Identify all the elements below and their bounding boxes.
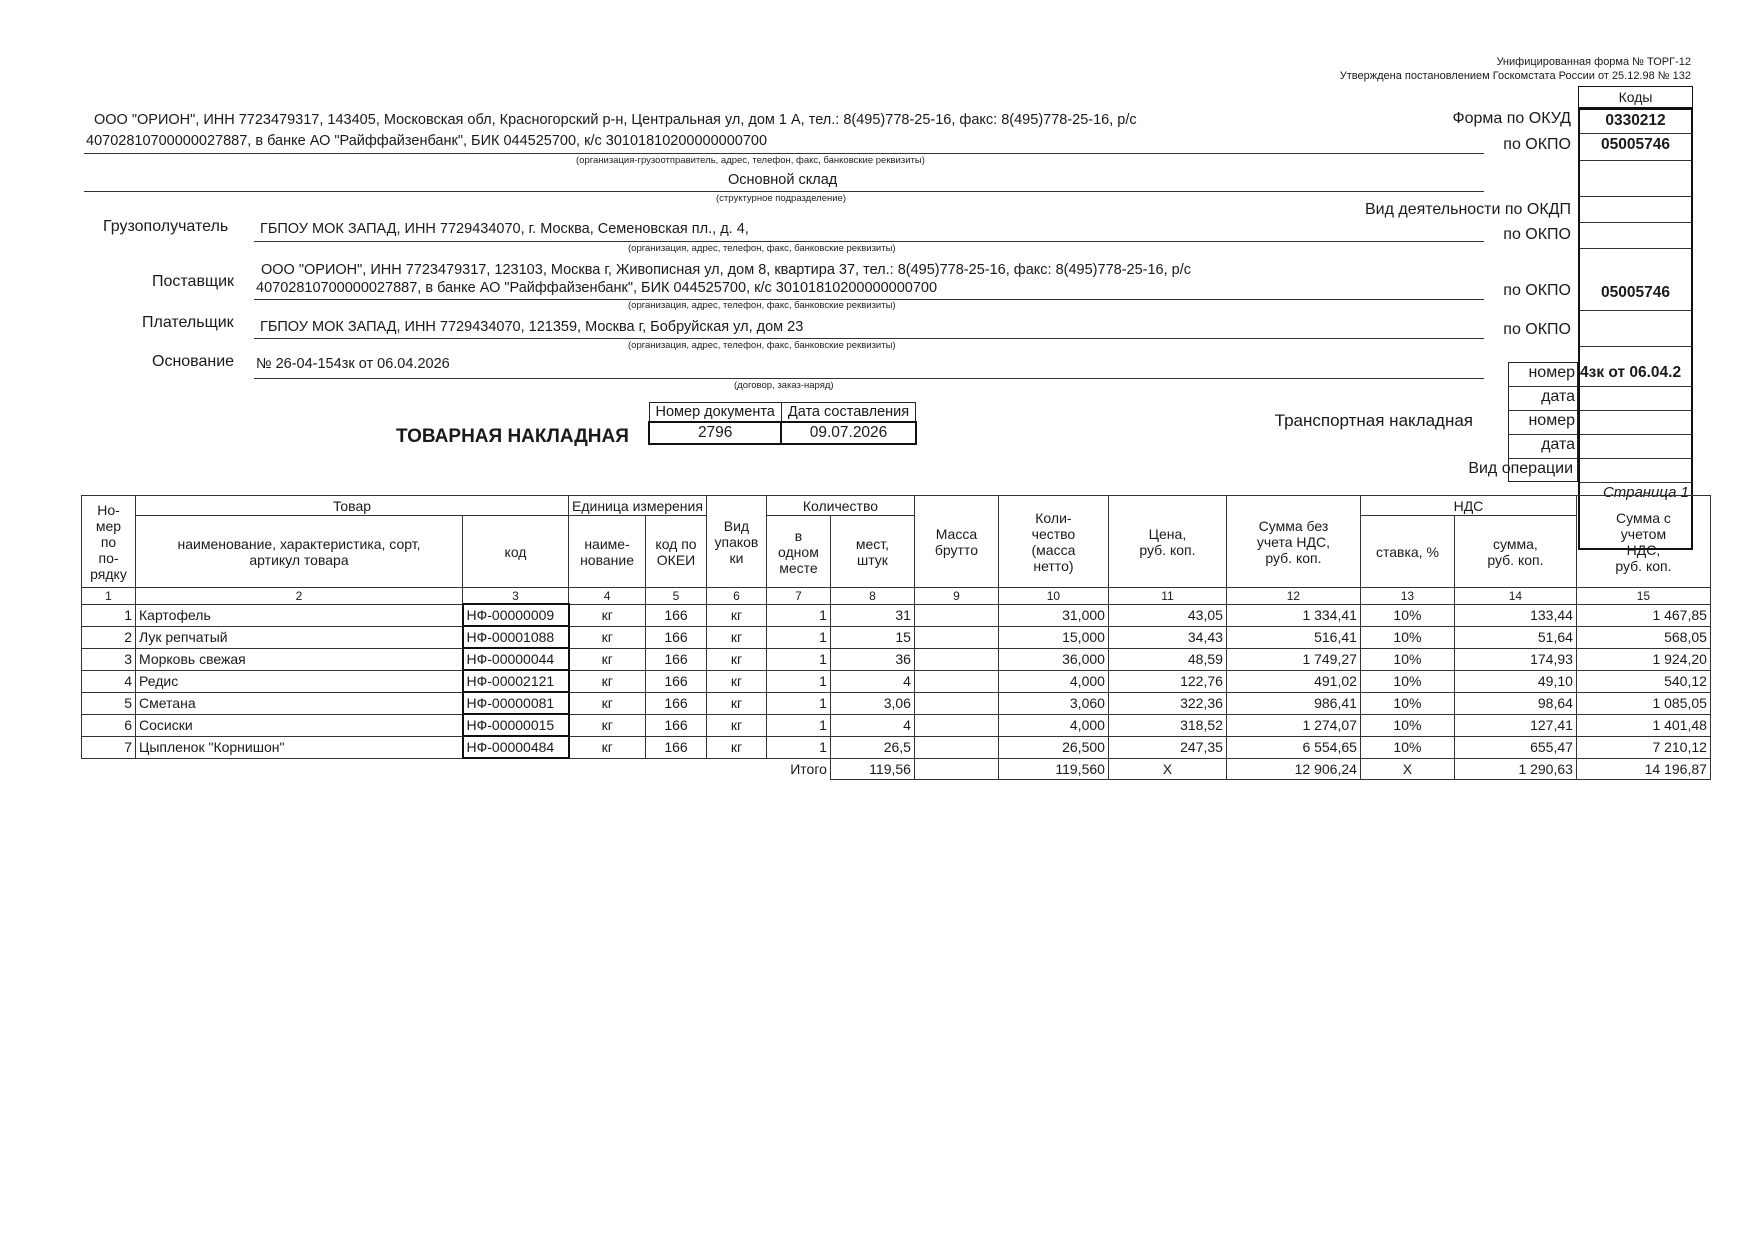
unit-name: кг: [569, 604, 646, 626]
price: 318,52: [1108, 714, 1226, 736]
mass-brutto: [914, 626, 998, 648]
pack-type: кг: [706, 626, 766, 648]
shipper-caption: (организация-грузоотправитель, адрес, телефон, факс, банковские реквизиты): [576, 155, 925, 166]
mass-brutto: [914, 670, 998, 692]
document-title: ТОВАРНАЯ НАКЛАДНАЯ: [396, 426, 629, 447]
table-row: [82, 714, 1711, 736]
sum-with-vat: 568,05: [1576, 626, 1710, 648]
doc-date-label: Дата составления: [781, 403, 915, 423]
qty-netto: 4,000: [998, 670, 1108, 692]
form-approval: Утверждена постановлением Госкомстата России от 25.12.98 № 132: [1339, 70, 1691, 82]
product-code: НФ-00002121: [463, 670, 569, 692]
unit-name: кг: [569, 670, 646, 692]
document-number-box: [648, 402, 917, 445]
col-total-header: Сумма с учетом НДС, руб. коп.: [1576, 496, 1710, 588]
okei-code: 166: [646, 604, 707, 626]
vat-rate: 10%: [1360, 692, 1454, 714]
product-code: НФ-00001088: [463, 626, 569, 648]
row-number: 2: [82, 626, 136, 648]
mass-brutto: [914, 604, 998, 626]
division-name: Основной склад: [728, 172, 838, 188]
okud-label: Форма по ОКУД: [1452, 110, 1571, 127]
vat-rate: 10%: [1360, 604, 1454, 626]
qty-in-one: 1: [766, 604, 830, 626]
col-vat-sum-header: сумма, руб. коп.: [1454, 516, 1576, 588]
sum-no-vat: 491,02: [1226, 670, 1360, 692]
unit-name: кг: [569, 736, 646, 758]
col-brutto-header: Масса брутто: [914, 496, 998, 588]
transport-date-label: дата: [1541, 436, 1575, 453]
pack-type: кг: [706, 604, 766, 626]
consignee-label: Грузополучатель: [103, 218, 229, 235]
col-number: 4: [569, 588, 646, 605]
okpo-label-4: по ОКПО: [1503, 321, 1571, 338]
qty-in-one: 1: [766, 692, 830, 714]
consignee-value: ГБПОУ МОК ЗАПАД, ИНН 7729434070, г. Москва, Семеновская пл., д. 4,: [260, 221, 749, 237]
col-netto-header: Коли- чество (масса нетто): [998, 496, 1108, 588]
vat-rate: 10%: [1360, 626, 1454, 648]
sum-with-vat: 1 085,05: [1576, 692, 1710, 714]
sum-with-vat: 1 401,48: [1576, 714, 1710, 736]
qty-in-one: 1: [766, 714, 830, 736]
transport-waybill-label: Транспортная накладная: [1274, 411, 1473, 430]
col-number: 15: [1576, 588, 1710, 605]
unit-name: кг: [569, 648, 646, 670]
payer-value: ГБПОУ МОК ЗАПАД, ИНН 7729434070, 121359, Москва г, Бобруйская ул, дом 23: [260, 319, 804, 335]
qty-netto: 36,000: [998, 648, 1108, 670]
consignee-caption: (организация, адрес, телефон, факс, банковские реквизиты): [628, 243, 896, 254]
vat-rate: 10%: [1360, 670, 1454, 692]
qty-netto: 31,000: [998, 604, 1108, 626]
col-number: 13: [1360, 588, 1454, 605]
sum-with-vat: 7 210,12: [1576, 736, 1710, 758]
okei-code: 166: [646, 692, 707, 714]
product-code: НФ-00000484: [463, 736, 569, 758]
product-code: НФ-00000009: [463, 604, 569, 626]
sum-with-vat: 1 924,20: [1576, 648, 1710, 670]
basis-number-label: номер: [1528, 364, 1575, 381]
supplier-line-2: 40702810700000027887, в банке АО "Райффайзенбанк", БИК 044525700, к/с 30101810200000000700: [256, 280, 938, 296]
vat-sum: 127,41: [1454, 714, 1576, 736]
table-row: [82, 604, 1711, 626]
totals-rate: X: [1360, 758, 1454, 779]
row-number: 1: [82, 604, 136, 626]
qty-places: 4: [830, 670, 914, 692]
totals-label: Итого: [790, 760, 827, 777]
sum-with-vat: 540,12: [1576, 670, 1710, 692]
sum-with-vat: 1 467,85: [1576, 604, 1710, 626]
qty-netto: 15,000: [998, 626, 1108, 648]
pack-type: кг: [706, 714, 766, 736]
col-in-one-header: в одном месте: [766, 516, 830, 588]
col-number: 7: [766, 588, 830, 605]
mass-brutto: [914, 692, 998, 714]
col-sum-header: Сумма без учета НДС, руб. коп.: [1226, 496, 1360, 588]
col-number: 5: [646, 588, 707, 605]
shipper-line-2: 40702810700000027887, в банке АО "Райффайзенбанк", БИК 044525700, к/с 30101810200000000700: [86, 133, 768, 149]
price: 122,76: [1108, 670, 1226, 692]
totals-price: X: [1108, 758, 1226, 779]
col-unit-name-header: наиме- нование: [569, 516, 646, 588]
okdp-label: Вид деятельности по ОКДП: [1364, 201, 1571, 218]
col-places-header: мест, штук: [830, 516, 914, 588]
division-caption: (структурное подразделение): [716, 193, 846, 204]
okei-code: 166: [646, 626, 707, 648]
vat-rate: 10%: [1360, 736, 1454, 758]
mass-brutto: [914, 714, 998, 736]
shipper-line-1: ООО "ОРИОН", ИНН 7723479317, 143405, Московская обл, Красногорский р-н, Центральная ул, дом 1 А, тел.: 8(495)778-25-16, факс: 8(495)778-25-16, р/с: [94, 112, 1137, 128]
col-pack-header: Вид упаков ки: [706, 496, 766, 588]
product-name: Сосиски: [136, 714, 463, 736]
col-qty-header: Количество: [766, 496, 914, 516]
page-number: Страница 1: [1602, 484, 1689, 501]
pack-type: кг: [706, 648, 766, 670]
col-code-header: код: [463, 516, 569, 588]
table-row: [82, 692, 1711, 714]
vat-sum: 655,47: [1454, 736, 1576, 758]
codes-title: Коды: [1578, 86, 1693, 108]
col-number: 6: [706, 588, 766, 605]
col-number: 10: [998, 588, 1108, 605]
table-row: [82, 648, 1711, 670]
doc-number: 2796: [649, 422, 781, 444]
product-code: НФ-00000015: [463, 714, 569, 736]
totals-total: 14 196,87: [1576, 758, 1710, 779]
payer-caption: (организация, адрес, телефон, факс, банковские реквизиты): [628, 340, 896, 351]
column-numbers-row: [82, 588, 1711, 605]
basis-caption: (договор, заказ-наряд): [734, 380, 834, 391]
totals-places: 119,56: [830, 758, 914, 779]
table-row: [82, 736, 1711, 758]
col-nomer-header: Но- мер по по- рядку: [82, 496, 136, 588]
col-number: 8: [830, 588, 914, 605]
okpo-label-2: по ОКПО: [1503, 226, 1571, 243]
price: 34,43: [1108, 626, 1226, 648]
supplier-caption: (организация, адрес, телефон, факс, банковские реквизиты): [628, 300, 896, 311]
qty-netto: 26,500: [998, 736, 1108, 758]
basis-label: Основание: [152, 353, 235, 370]
qty-places: 3,06: [830, 692, 914, 714]
product-name: Лук репчатый: [136, 626, 463, 648]
basis-value: № 26-04-154зк от 06.04.2026: [256, 356, 450, 372]
qty-places: 31: [830, 604, 914, 626]
qty-places: 26,5: [830, 736, 914, 758]
sum-no-vat: 1 749,27: [1226, 648, 1360, 670]
okei-code: 166: [646, 648, 707, 670]
okud-code: 0330212: [1605, 112, 1666, 129]
basis-number-code: 4зк от 06.04.2: [1580, 364, 1682, 381]
vat-sum: 174,93: [1454, 648, 1576, 670]
product-code: НФ-00000044: [463, 648, 569, 670]
vat-sum: 51,64: [1454, 626, 1576, 648]
price: 43,05: [1108, 604, 1226, 626]
totals-vat: 1 290,63: [1454, 758, 1576, 779]
vat-rate: 10%: [1360, 714, 1454, 736]
sum-no-vat: 516,41: [1226, 626, 1360, 648]
doc-date: 09.07.2026: [781, 422, 915, 444]
shipper-okpo-code: 05005746: [1601, 136, 1670, 153]
unit-name: кг: [569, 714, 646, 736]
payer-label: Плательщик: [142, 314, 234, 331]
unit-name: кг: [569, 626, 646, 648]
okei-code: 166: [646, 714, 707, 736]
qty-netto: 4,000: [998, 714, 1108, 736]
price: 322,36: [1108, 692, 1226, 714]
operation-type-label: Вид операции: [1468, 460, 1573, 477]
table-row: [82, 626, 1711, 648]
col-vat-header: НДС: [1360, 496, 1576, 516]
okei-code: 166: [646, 736, 707, 758]
supplier-line-1: ООО "ОРИОН", ИНН 7723479317, 123103, Москва г, Живописная ул, дом 8, квартира 37, тел.: 8(495)778-25-16, факс: 8(495)778-25-16, р/с: [261, 262, 1192, 278]
product-code: НФ-00000081: [463, 692, 569, 714]
form-name: Унифицированная форма № ТОРГ-12: [1496, 56, 1691, 68]
okpo-label-3: по ОКПО: [1503, 282, 1571, 299]
totals-netto: 119,560: [998, 758, 1108, 779]
sum-no-vat: 1 334,41: [1226, 604, 1360, 626]
product-name: Цыпленок "Корнишон": [136, 736, 463, 758]
sum-no-vat: 6 554,65: [1226, 736, 1360, 758]
basis-date-label: дата: [1541, 388, 1575, 405]
col-number: 3: [463, 588, 569, 605]
pack-type: кг: [706, 670, 766, 692]
col-name-header: наименование, характеристика, сорт, артикул товара: [136, 516, 463, 588]
mass-brutto: [914, 736, 998, 758]
vat-sum: 133,44: [1454, 604, 1576, 626]
goods-table: [81, 495, 1711, 780]
qty-in-one: 1: [766, 736, 830, 758]
supplier-label: Поставщик: [152, 273, 235, 290]
doc-number-label: Номер документа: [649, 403, 781, 423]
table-row: [82, 670, 1711, 692]
product-name: Морковь свежая: [136, 648, 463, 670]
vat-sum: 98,64: [1454, 692, 1576, 714]
row-number: 7: [82, 736, 136, 758]
pack-type: кг: [706, 736, 766, 758]
product-name: Редис: [136, 670, 463, 692]
qty-places: 36: [830, 648, 914, 670]
price: 247,35: [1108, 736, 1226, 758]
qty-in-one: 1: [766, 648, 830, 670]
okei-code: 166: [646, 670, 707, 692]
price: 48,59: [1108, 648, 1226, 670]
col-number: 2: [136, 588, 463, 605]
col-number: 12: [1226, 588, 1360, 605]
qty-places: 15: [830, 626, 914, 648]
col-price-header: Цена, руб. коп.: [1108, 496, 1226, 588]
col-number: 9: [914, 588, 998, 605]
vat-sum: 49,10: [1454, 670, 1576, 692]
qty-netto: 3,060: [998, 692, 1108, 714]
pack-type: кг: [706, 692, 766, 714]
qty-in-one: 1: [766, 626, 830, 648]
row-number: 6: [82, 714, 136, 736]
col-okei-header: код по ОКЕИ: [646, 516, 707, 588]
supplier-okpo-code: 05005746: [1601, 284, 1670, 301]
row-number: 4: [82, 670, 136, 692]
totals-row: [82, 758, 1711, 779]
sum-no-vat: 1 274,07: [1226, 714, 1360, 736]
product-name: Картофель: [136, 604, 463, 626]
totals-sum: 12 906,24: [1226, 758, 1360, 779]
col-unit-header: Единица измерения: [569, 496, 707, 516]
col-number: 1: [82, 588, 136, 605]
sum-no-vat: 986,41: [1226, 692, 1360, 714]
unit-name: кг: [569, 692, 646, 714]
col-number: 11: [1108, 588, 1226, 605]
col-tovar-header: Товар: [136, 496, 569, 516]
product-name: Сметана: [136, 692, 463, 714]
qty-in-one: 1: [766, 670, 830, 692]
qty-places: 4: [830, 714, 914, 736]
vat-rate: 10%: [1360, 648, 1454, 670]
okpo-label-1: по ОКПО: [1503, 136, 1571, 153]
totals-brutto: [914, 758, 998, 779]
col-number: 14: [1454, 588, 1576, 605]
mass-brutto: [914, 648, 998, 670]
row-number: 3: [82, 648, 136, 670]
col-rate-header: ставка, %: [1360, 516, 1454, 588]
transport-number-label: номер: [1528, 412, 1575, 429]
row-number: 5: [82, 692, 136, 714]
